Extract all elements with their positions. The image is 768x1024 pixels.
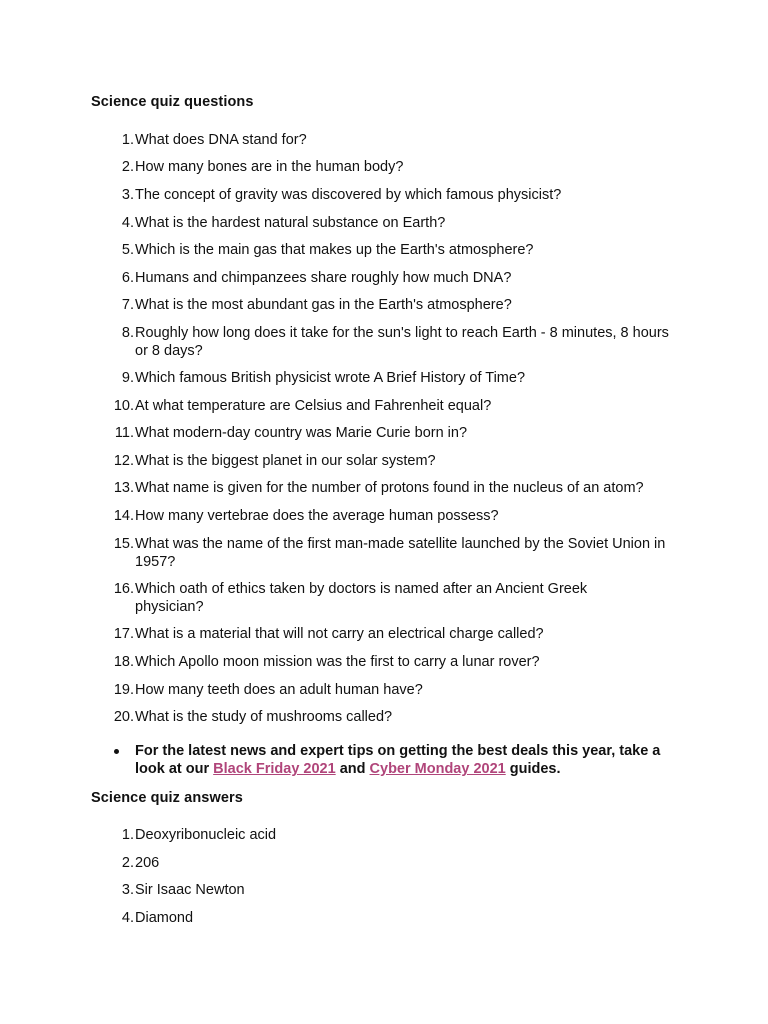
- item-number: 5.: [121, 242, 134, 258]
- item-text: What is the most abundant gas in the Earth's atmosphere?: [135, 297, 512, 313]
- item-text: What is a material that will not carry an electrical charge called?: [135, 626, 544, 642]
- item-text: Which is the main gas that makes up the Earth's atmosphere?: [135, 242, 534, 258]
- item-number: 2.: [121, 855, 134, 871]
- cyber-monday-link[interactable]: Cyber Monday 2021: [369, 761, 506, 777]
- item-text: 206: [135, 855, 160, 871]
- item-number: 18.: [113, 654, 134, 670]
- promo-text-before: For the latest news and expert tips on getting the best deals this year, take a look at our: [135, 743, 661, 777]
- item-number: 20.: [113, 709, 134, 725]
- item-text: What is the hardest natural substance on Earth?: [135, 215, 446, 231]
- item-text: Roughly how long does it take for the sun's light to reach Earth - 8 minutes, 8 hours or 8 days?: [135, 325, 669, 359]
- promo-text-middle: and: [335, 761, 370, 777]
- item-text: What was the name of the first man-made satellite launched by the Soviet Union in 1957?: [135, 536, 666, 570]
- item-text: What name is given for the number of protons found in the nucleus of an atom?: [135, 480, 644, 496]
- item-text: At what temperature are Celsius and Fahrenheit equal?: [135, 398, 492, 414]
- item-number: 12.: [113, 453, 134, 469]
- item-text: Humans and chimpanzees share roughly how much DNA?: [135, 270, 512, 286]
- item-number: 16.: [113, 581, 134, 597]
- item-text: Sir Isaac Newton: [135, 882, 245, 898]
- item-number: 17.: [113, 626, 134, 642]
- bullet-icon: [114, 749, 119, 754]
- promo-text-after: guides.: [505, 761, 561, 777]
- item-number: 19.: [113, 682, 134, 698]
- item-number: 15.: [113, 536, 134, 552]
- item-text: Which oath of ethics taken by doctors is named after an Ancient Greek physician?: [135, 581, 588, 615]
- item-text: What is the biggest planet in our solar system?: [135, 453, 436, 469]
- item-number: 1.: [121, 132, 134, 148]
- item-text: What modern-day country was Marie Curie born in?: [135, 425, 468, 441]
- item-text: Which famous British physicist wrote A Brief History of Time?: [135, 370, 526, 386]
- questions-heading: Science quiz questions: [91, 94, 254, 110]
- item-number: 8.: [121, 325, 134, 341]
- item-number: 14.: [113, 508, 134, 524]
- item-number: 4.: [121, 215, 134, 231]
- item-number: 13.: [113, 480, 134, 496]
- item-text: How many vertebrae does the average human possess?: [135, 508, 499, 524]
- item-text: What is the study of mushrooms called?: [135, 709, 393, 725]
- item-number: 3.: [121, 187, 134, 203]
- black-friday-link[interactable]: Black Friday 2021: [213, 761, 336, 777]
- item-text: Deoxyribonucleic acid: [135, 827, 277, 843]
- item-number: 11.: [114, 425, 134, 441]
- item-text: The concept of gravity was discovered by which famous physicist?: [135, 187, 562, 203]
- item-number: 10.: [113, 398, 134, 414]
- item-number: 2.: [121, 159, 134, 175]
- item-number: 6.: [121, 270, 134, 286]
- item-number: 7.: [121, 297, 134, 313]
- item-number: 9.: [121, 370, 134, 386]
- answers-heading: Science quiz answers: [91, 790, 243, 806]
- item-text: How many bones are in the human body?: [135, 159, 404, 175]
- item-text: How many teeth does an adult human have?: [135, 682, 423, 698]
- item-number: 4.: [121, 910, 134, 926]
- item-number: 1.: [121, 827, 134, 843]
- item-number: 3.: [121, 882, 134, 898]
- item-text: What does DNA stand for?: [135, 132, 307, 148]
- item-text: Diamond: [135, 910, 194, 926]
- item-text: Which Apollo moon mission was the first to carry a lunar rover?: [135, 654, 540, 670]
- promo-text: [135, 742, 680, 778]
